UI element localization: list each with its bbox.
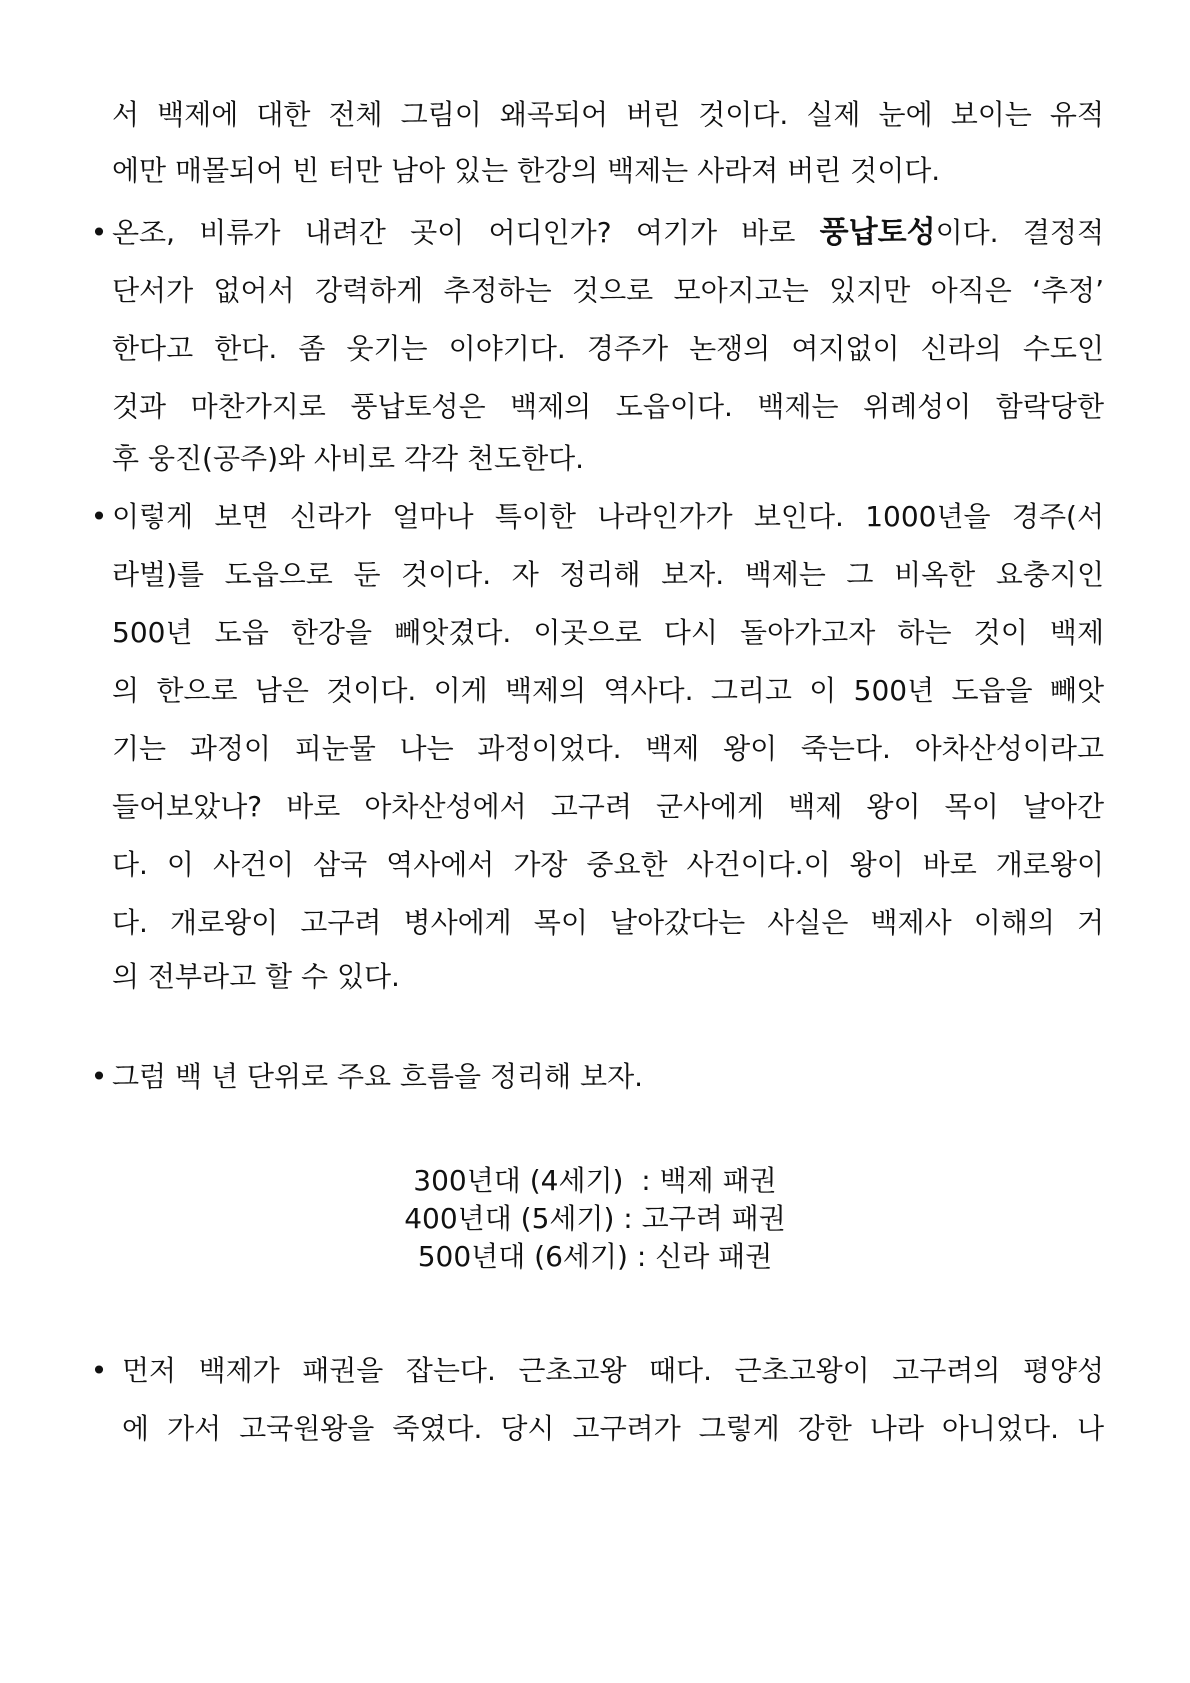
paragraph-line: 500년 도읍 한강을 빼앗겼다. 이곳으로 다시 돌아가고자 하는 것이 백제: [112, 616, 1104, 649]
bullet-marker: •: [90, 216, 108, 249]
timeline-entry: 300년대 (4세기) : 백제 패권: [413, 1164, 777, 1197]
paragraph-line: 들어보았나? 바로 아차산성에서 고구려 군사에게 백제 왕이 목이 날아간: [112, 790, 1104, 823]
paragraph-line: 다. 개로왕이 고구려 병사에게 목이 날아갔다는 사실은 백제사 이해의 거: [112, 906, 1104, 939]
paragraph-line: 서 백제에 대한 전체 그림이 왜곡되어 버린 것이다. 실제 눈에 보이는 유적: [112, 98, 1104, 131]
paragraph-line: 그럼 백 년 단위로 주요 흐름을 정리해 보자.: [112, 1060, 644, 1093]
paragraph-line: 다. 이 사건이 삼국 역사에서 가장 중요한 사건이다.이 왕이 바로 개로왕이: [112, 848, 1104, 881]
paragraph-line: 의 전부라고 할 수 있다.: [112, 960, 400, 993]
paragraph-text: 이다. 결정적: [935, 216, 1104, 249]
bullet-marker: •: [90, 1060, 108, 1093]
paragraph-line: 후 웅진(공주)와 사비로 각각 천도한다.: [112, 442, 585, 475]
paragraph-text: 온조, 비류가 내려간 곳이 어디인가? 여기가 바로: [112, 216, 820, 249]
emphasis-text: 풍납토성: [819, 215, 936, 250]
paragraph-line: 의 한으로 남은 것이다. 이게 백제의 역사다. 그리고 이 500년 도읍을 빼앗: [112, 674, 1104, 707]
paragraph-line: 한다고 한다. 좀 웃기는 이야기다. 경주가 논쟁의 여지없이 신라의 수도인: [112, 332, 1104, 365]
paragraph-line: 것과 마찬가지로 풍납토성은 백제의 도읍이다. 백제는 위례성이 함락당한: [112, 390, 1104, 423]
paragraph-line: 이렇게 보면 신라가 얼마나 특이한 나라인가가 보인다. 1000년을 경주(서: [112, 500, 1104, 533]
paragraph-line: 에만 매몰되어 빈 터만 남아 있는 한강의 백제는 사라져 버린 것이다.: [112, 154, 941, 187]
bullet-marker: •: [90, 500, 108, 533]
paragraph-line: 먼저 백제가 패권을 잡는다. 근초고왕 때다. 근초고왕이 고구려의 평양성: [122, 1354, 1104, 1387]
paragraph-line: 기는 과정이 피눈물 나는 과정이었다. 백제 왕이 죽는다. 아차산성이라고: [112, 732, 1104, 765]
paragraph-line: [112, 214, 1104, 252]
paragraph-line: 라벌)를 도읍으로 둔 것이다. 자 정리해 보자. 백제는 그 비옥한 요충지인: [112, 558, 1104, 591]
timeline-entry: 500년대 (6세기) : 신라 패권: [417, 1240, 773, 1273]
timeline-entry: 400년대 (5세기) : 고구려 패권: [404, 1202, 786, 1235]
paragraph-line: 에 가서 고국원왕을 죽였다. 당시 고구려가 그렇게 강한 나라 아니었다. 나: [122, 1412, 1104, 1445]
bullet-marker: •: [90, 1354, 108, 1387]
paragraph-line: 단서가 없어서 강력하게 추정하는 것으로 모아지고는 있지만 아직은 ‘추정’: [112, 274, 1104, 307]
